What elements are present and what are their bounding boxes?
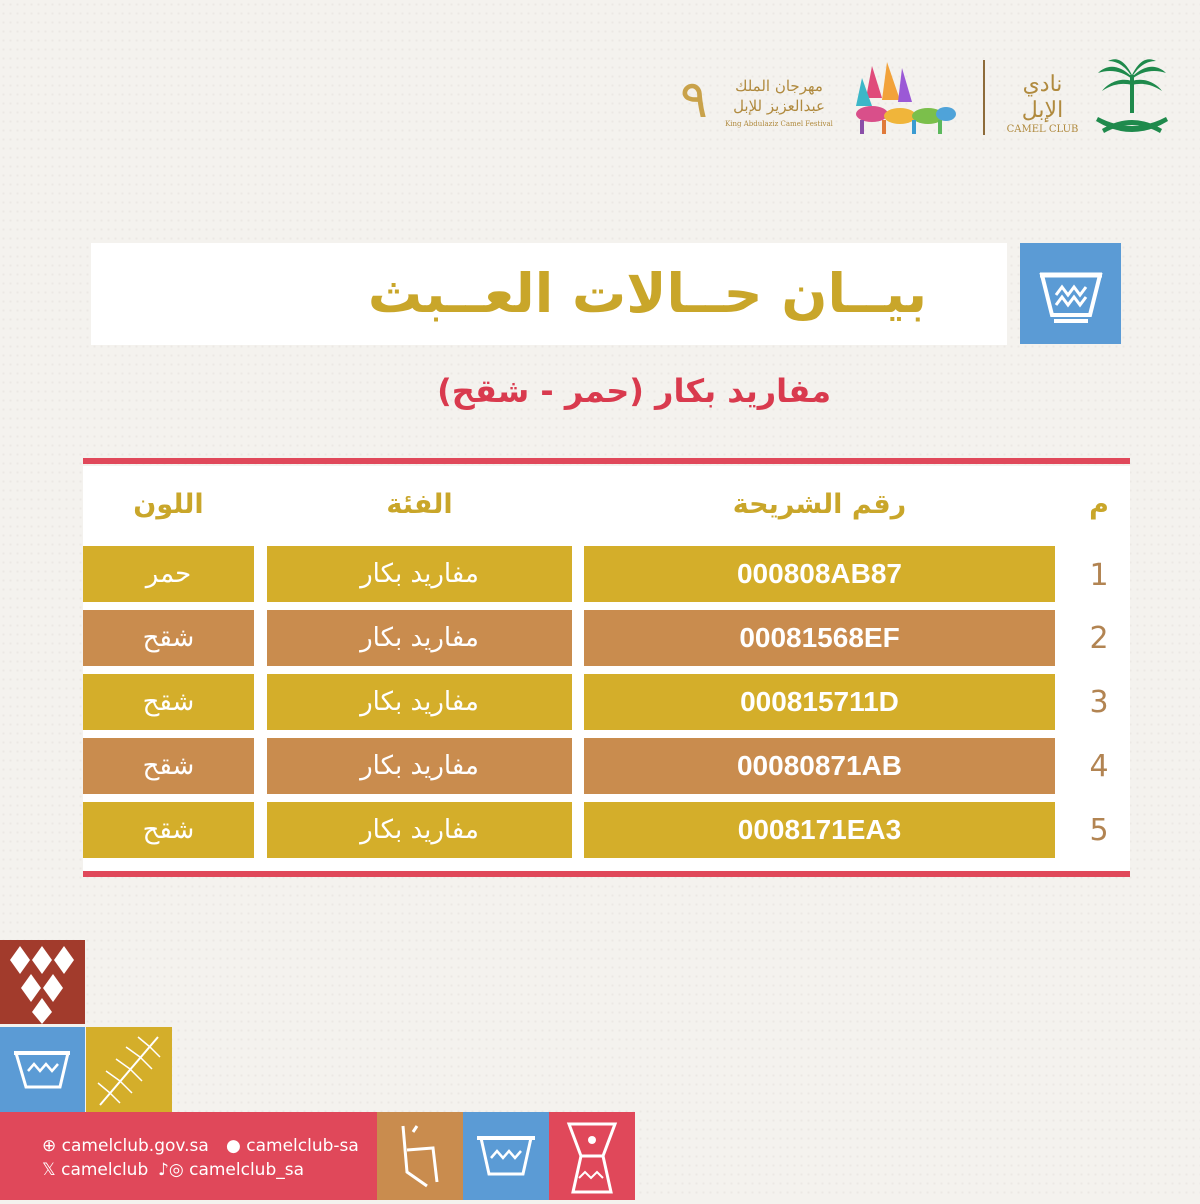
row-chip: 000815711D [584, 674, 1055, 730]
saudi-emblem-icon [1088, 55, 1176, 140]
row-color: شقح [83, 802, 254, 858]
row-index: 3 [1089, 685, 1109, 720]
row-category: مفاريد بكار [267, 546, 572, 602]
club-name-ar: نادي الإبل [1021, 72, 1064, 123]
row-color: شقح [83, 738, 254, 794]
row-color: شقح [83, 610, 254, 666]
row-category: مفاريد بكار [267, 674, 572, 730]
header-color: اللون [133, 489, 204, 520]
coffee-tools-icon [377, 1112, 463, 1200]
row-chip: 000808AB87 [584, 546, 1055, 602]
header-chip: رقم الشريحة [732, 489, 907, 520]
sadu-pattern-tile [0, 940, 85, 1024]
snapchat-icon: ● [226, 1136, 247, 1156]
palm-leaf-icon [86, 1027, 172, 1112]
festival-riders-icon [842, 58, 962, 136]
footer-bar [0, 1112, 377, 1200]
table-bottom-rule [83, 871, 1130, 877]
row-category: مفاريد بكار [267, 738, 572, 794]
x-link[interactable]: 𝕏 camelclub [42, 1160, 149, 1180]
row-index: 5 [1089, 813, 1109, 848]
tiktok-instagram-icon: ♪◎ [158, 1160, 190, 1180]
website-link[interactable]: ⊕ camelclub.gov.sa [42, 1136, 209, 1156]
row-index: 1 [1089, 558, 1109, 593]
x-icon: 𝕏 [42, 1160, 62, 1180]
row-category: مفاريد بكار [267, 610, 572, 666]
snapchat-link[interactable]: ● camelclub-sa [226, 1136, 359, 1156]
row-color: حمر [83, 546, 254, 602]
row-category: مفاريد بكار [267, 802, 572, 858]
bowl-icon [463, 1112, 549, 1200]
club-name-en: CAMEL CLUB [1006, 124, 1079, 135]
row-chip: 00080871AB [584, 738, 1055, 794]
row-chip: 0008171EA3 [584, 802, 1055, 858]
header-category: الفئة [386, 489, 453, 520]
festival-name-en: King Abdulaziz Camel Festival [725, 120, 833, 128]
festival-edition: ٩ [680, 70, 708, 130]
page-title: بيــان حــالات العــبث [367, 262, 927, 325]
logo-divider [983, 60, 985, 135]
header-index: م [1089, 489, 1109, 520]
page-subtitle: مفاريد بكار (حمر - شقح) [437, 372, 831, 410]
tiktok-instagram-link[interactable]: ♪◎ camelclub_sa [158, 1160, 305, 1180]
row-index: 4 [1089, 749, 1109, 784]
festival-name-ar: مهرجان الملك عبدالعزيز للإبل [733, 77, 825, 115]
bowl-icon [1020, 243, 1121, 344]
incense-burner-icon [549, 1112, 635, 1200]
row-index: 2 [1089, 621, 1109, 656]
row-chip: 00081568EF [584, 610, 1055, 666]
table-top-rule [83, 458, 1130, 464]
row-color: شقح [83, 674, 254, 730]
bowl-icon [0, 1027, 85, 1112]
globe-icon: ⊕ [42, 1136, 62, 1156]
